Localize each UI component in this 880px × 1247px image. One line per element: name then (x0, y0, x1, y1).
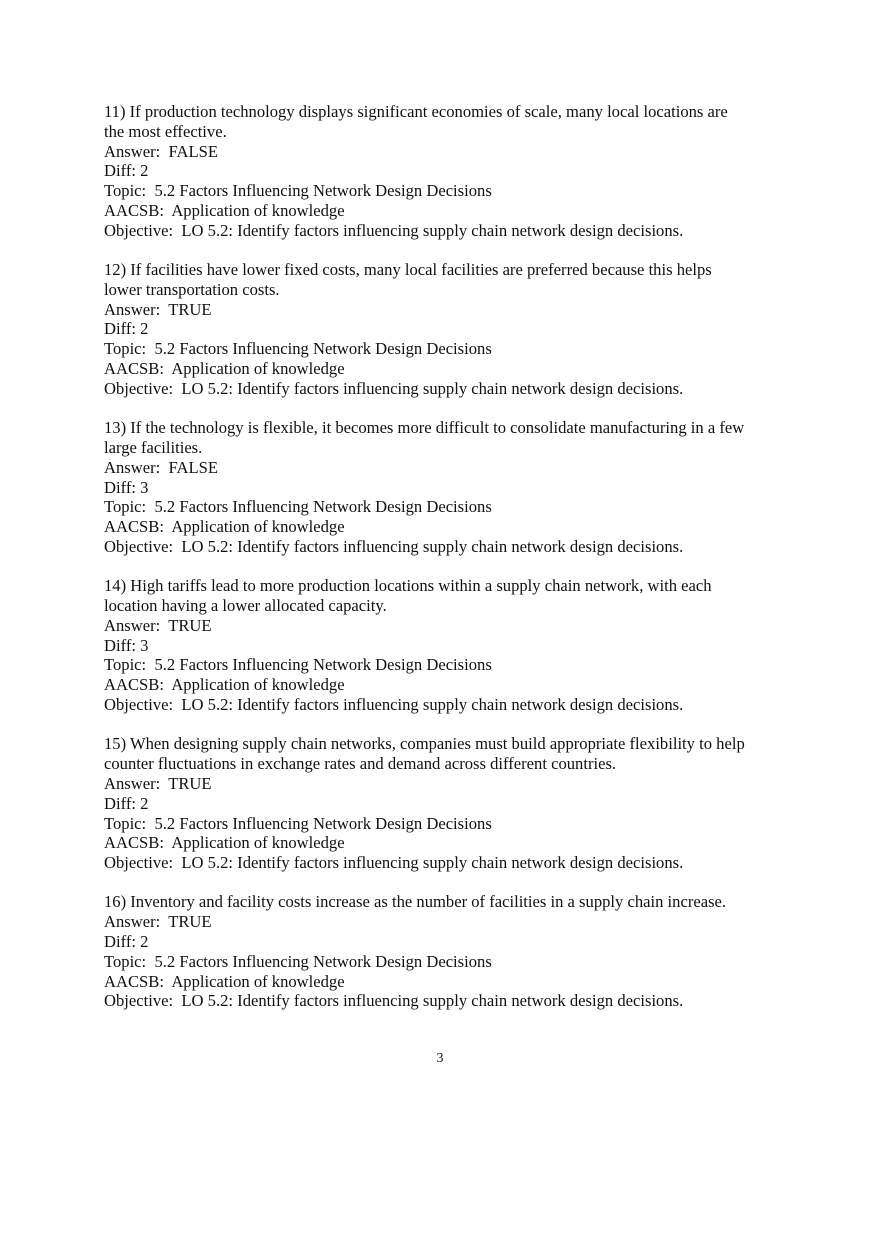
topic-line: Topic: 5.2 Factors Influencing Network Design Decisions (104, 655, 492, 675)
aacsb-line: AACSB: Application of knowledge (104, 675, 345, 695)
question-block (104, 892, 804, 1011)
aacsb-line: AACSB: Application of knowledge (104, 200, 345, 220)
question-text-continued: counter fluctuations in exchange rates and demand across different countries. (104, 754, 617, 774)
answer-line: Answer: TRUE (104, 912, 212, 932)
page-number: 3 (436, 1051, 444, 1066)
answer-line: Answer: TRUE (104, 615, 212, 635)
aacsb-line: AACSB: Application of knowledge (104, 517, 345, 537)
objective-line: Objective: LO 5.2: Identify factors influencing supply chain network design decisions. (104, 220, 684, 240)
question-text-continued: the most effective. (104, 121, 227, 141)
question-text-continued: large facilities. (104, 437, 203, 457)
document-page (104, 102, 804, 1031)
difficulty-line: Diff: 2 (104, 931, 149, 951)
difficulty-line: Diff: 2 (104, 319, 149, 339)
question-text: 15) When designing supply chain networks, companies must build appropriate flexibility to help (104, 734, 745, 754)
answer-line: Answer: FALSE (104, 457, 219, 477)
question-text: 11) If production technology displays significant economies of scale, many local locations are (104, 102, 728, 121)
aacsb-line: AACSB: Application of knowledge (104, 359, 345, 379)
objective-line: Objective: LO 5.2: Identify factors influencing supply chain network design decisions. (104, 695, 684, 715)
difficulty-line: Diff: 2 (104, 793, 149, 813)
question-text: 12) If facilities have lower fixed costs, many local facilities are preferred because this helps (104, 260, 712, 280)
objective-line: Objective: LO 5.2: Identify factors influencing supply chain network design decisions. (104, 378, 684, 398)
question-block (104, 734, 804, 873)
question-text: 13) If the technology is flexible, it becomes more difficult to consolidate manufacturing in a few (104, 418, 745, 438)
difficulty-line: Diff: 3 (104, 635, 149, 655)
objective-line: Objective: LO 5.2: Identify factors influencing supply chain network design decisions. (104, 536, 684, 556)
question-block (104, 260, 804, 399)
question-text-continued: lower transportation costs. (104, 279, 280, 299)
topic-line: Topic: 5.2 Factors Influencing Network Design Decisions (104, 951, 492, 971)
objective-line: Objective: LO 5.2: Identify factors influencing supply chain network design decisions. (104, 991, 684, 1011)
difficulty-line: Diff: 2 (104, 161, 149, 181)
topic-line: Topic: 5.2 Factors Influencing Network Design Decisions (104, 813, 492, 833)
question-block (104, 418, 804, 557)
question-text: 14) High tariffs lead to more production locations within a supply chain network, with each (104, 576, 712, 596)
objective-line: Objective: LO 5.2: Identify factors influencing supply chain network design decisions. (104, 853, 684, 873)
question-block (104, 102, 804, 241)
aacsb-line: AACSB: Application of knowledge (104, 833, 345, 853)
topic-line: Topic: 5.2 Factors Influencing Network Design Decisions (104, 181, 492, 201)
topic-line: Topic: 5.2 Factors Influencing Network Design Decisions (104, 339, 492, 359)
question-block (104, 576, 804, 715)
aacsb-line: AACSB: Application of knowledge (104, 971, 345, 991)
topic-line: Topic: 5.2 Factors Influencing Network Design Decisions (104, 497, 492, 517)
question-text-continued: location having a lower allocated capacity. (104, 596, 387, 616)
answer-line: Answer: TRUE (104, 299, 212, 319)
answer-line: Answer: FALSE (104, 141, 219, 161)
answer-line: Answer: TRUE (104, 773, 212, 793)
difficulty-line: Diff: 3 (104, 477, 149, 497)
question-text: 16) Inventory and facility costs increase as the number of facilities in a supply chain increase. (104, 892, 727, 912)
